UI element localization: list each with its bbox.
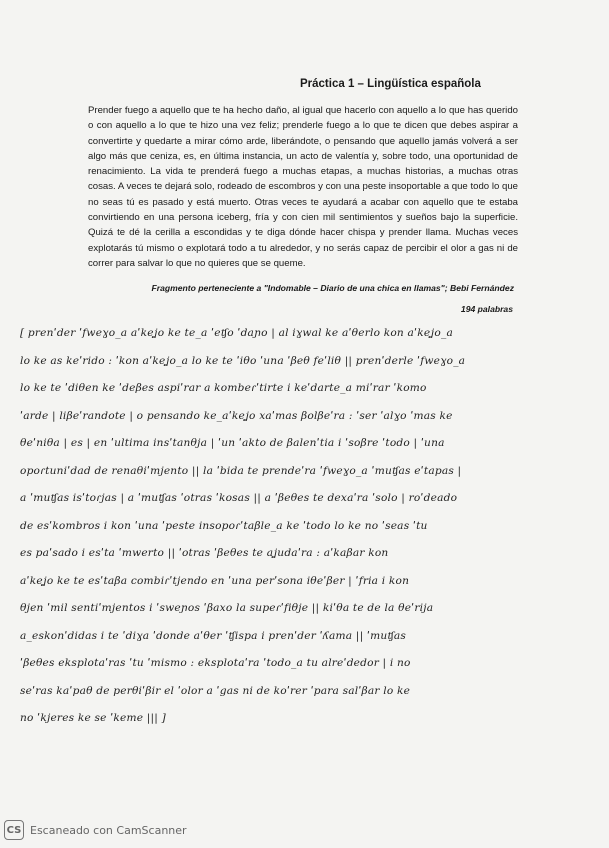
camscanner-logo-icon: CS [4, 820, 24, 840]
source-text-paragraph: Prender fuego a aquello que te ha hecho daño, al igual que hacerlo con aquello a lo que has querido o con aquello a lo que te hizo una vez feliz; prenderle fuego a lo que te dicen que debes aspirar a convertirte y quedarte a mirar cómo arde, liberándote, o pensando que aquello jamás volverá a ser algo más que ceniza, es, en última instancia, un acto de valentía y, sobre todo, una oportunidad de renacimiento. La vida te prenderá fuego a muchas etapas, a muchas historias, a muchas otras cosas. A veces te dejará solo, rodeado de escombros y con una peste insoportable a que todo lo que no seas tú es pasado y está muerto. Otras veces te ayudará a acabar con aquello que te estaba convirtiendo en una persona iceberg, fría y con cien mil sentimientos y sueños bajo la superficie. Quizá te dé la cerilla a escondidas y te diga dónde hacer chispa y prender llama. Muchas veces explotarás tú mismo o explotará todo a tu alrededor, y no serás capaz de percibir el olor a gas ni de correr para salvar lo que no quieres que se queme. [88, 105, 518, 269]
transcription-line: lo ke as keˈrido : ˈkon aˈkeʝo_a lo ke te ˈiθo ˈuna ˈβeθ feˈliθ || prenˈderle ˈfweɣo_a [20, 354, 466, 367]
transcription-line: es paˈsado i esˈta ˈmwerto || ˈotras ˈβeθes te aʝudaˈra : aˈkaβar kon [20, 547, 389, 559]
transcription-line: no ˈkjeres ke se ˈkeme ||| ] [20, 712, 166, 724]
transcription-line: a ˈmuʧas isˈtoɾjas | a ˈmuʧas ˈotras ˈkosas || a ˈβeθes te dexaˈra ˈsolo | roˈdeado [20, 492, 458, 504]
transcription-line: a_eskonˈdidas i te ˈdiɣa ˈdonde aˈθer ˈʧispa i prenˈder ˈʎama || ˈmuʧas [20, 629, 407, 642]
transcription-line: ˈβeθes eksplotaˈras ˈtu ˈmismo : eksplotaˈra ˈtodo_a tu alreˈdedor | i no [20, 657, 411, 669]
transcription-line: ˈarde | liβeˈrandote | o pensando ke_aˈkeʝo xaˈmas βolβeˈra : ˈser ˈalɣo ˈmas ke [20, 409, 453, 422]
handwritten-transcription [20, 320, 586, 733]
transcription-line: aˈkeʝo ke te esˈtaβa combiɾˈtjendo en ˈuna perˈsona iθeˈβer | ˈfria i kon [20, 574, 410, 587]
transcription-line: [ prenˈder ˈfweɣo_a aˈkeʝo ke te_a ˈeʧo ˈdaɲo | al iɣwal ke aˈθerlo kon aˈkeʝo_a [20, 327, 453, 339]
word-count: 194 palabras [460, 304, 513, 314]
transcription-line: opoɾtuniˈdad de renaθiˈmjento || la ˈbida te prendeˈra ˈfweɣo_a ˈmuʧas eˈtapas | [20, 464, 462, 477]
scanner-label: Escaneado con CamScanner [30, 823, 187, 837]
transcription-line: θjen ˈmil sentiˈmjentos i ˈsweɲos ˈβaxo la supeɾˈfiθje || kiˈθa te de la θeˈrija [20, 602, 434, 614]
scanner-watermark [4, 816, 254, 844]
transcription-line: θeˈniθa | es | en ˈultima insˈtanθja | ˈun ˈakto de βalenˈtia i ˈsoβre ˈtodo | ˈuna [20, 437, 445, 449]
transcription-line: seˈras kaˈpaθ de perθiˈβir el ˈolor a ˈgas ni de koˈrer ˈpara salˈβar lo ke [20, 684, 411, 697]
source-citation: Fragmento perteneciente a "Indomable – Diario de una chica en llamas"; Bebi Fernández [151, 283, 514, 293]
transcription-line: lo ke te ˈdiθen ke ˈdeβes aspiˈrar a kombeɾˈtirte i keˈdarte_a miˈrar ˈkomo [20, 382, 427, 394]
transcription-line: de esˈkombros i kon ˈuna ˈpeste insopoɾˈtaβle_a ke ˈtodo lo ke no ˈseas ˈtu [20, 519, 428, 532]
page-title: Práctica 1 – Lingüística española [300, 78, 481, 90]
